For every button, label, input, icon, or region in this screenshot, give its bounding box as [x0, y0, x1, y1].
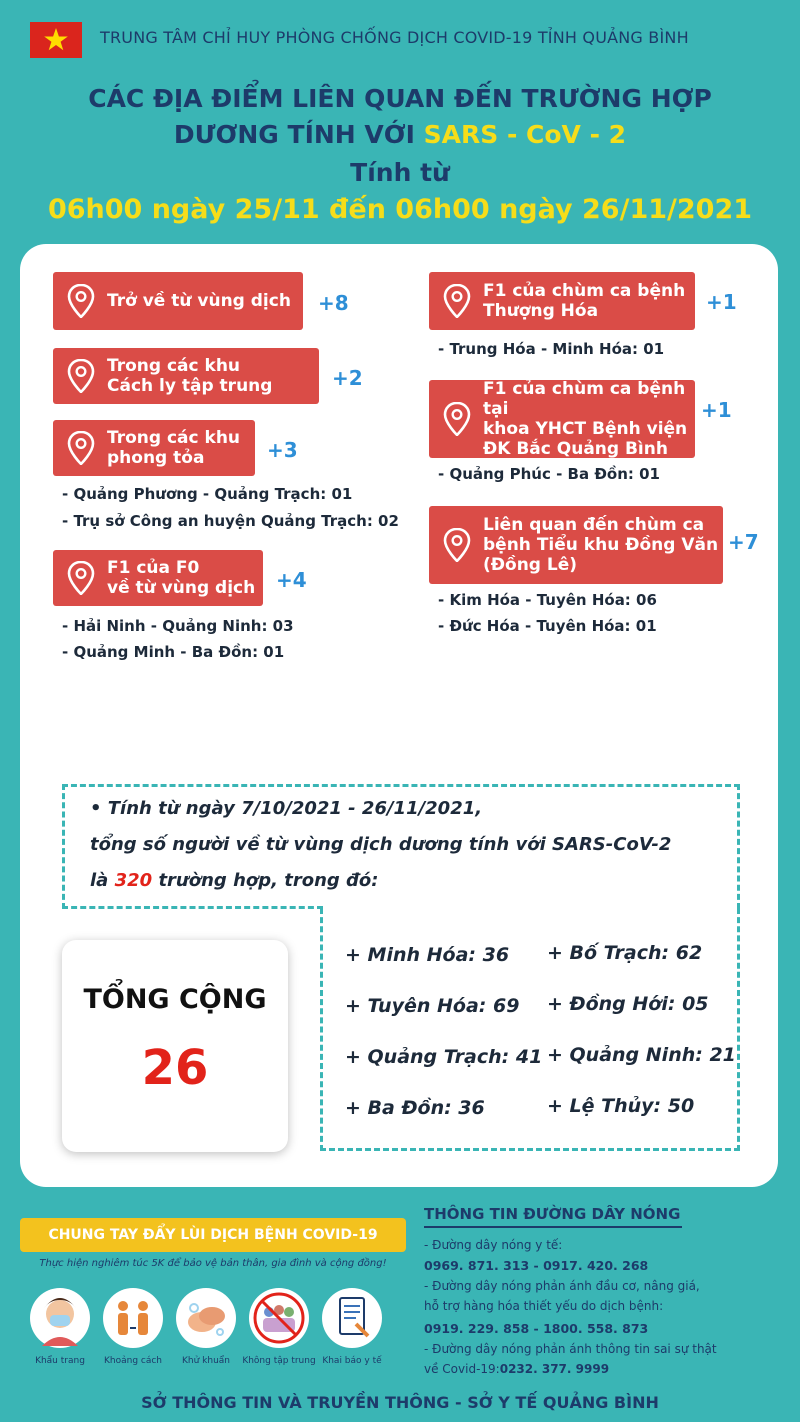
- health-hotline-numbers: 0969. 871. 313 - 0917. 420. 268: [424, 1258, 649, 1273]
- category-f1-of-f0: [53, 550, 263, 606]
- hotline-line: - Đường dây nóng y tế:: [424, 1238, 563, 1252]
- no-gathering-label: Không tập trung: [242, 1356, 316, 1366]
- location-pin-icon: [443, 528, 471, 562]
- distancing-label: Khoảng cách: [103, 1356, 163, 1366]
- district-stat: + Lệ Thủy: 50: [547, 1095, 695, 1117]
- location-pin-icon: [443, 402, 471, 436]
- category-lockdown: [53, 420, 255, 476]
- summary-frame-divider: [62, 906, 323, 912]
- location-item: - Hải Ninh - Quảng Ninh: 03: [62, 617, 294, 635]
- category-label: Trong các khu Cách ly tập trung: [107, 356, 273, 396]
- category-count: +3: [267, 438, 298, 462]
- location-item: - Trụ sở Công an huyện Quảng Trạch: 02: [62, 512, 399, 530]
- category-label: Trong các khu phong tỏa: [107, 428, 241, 468]
- health-declaration-label: Khai báo y tế: [322, 1356, 382, 1366]
- location-pin-icon: [67, 431, 95, 465]
- district-stat: + Bố Trạch: 62: [547, 942, 703, 964]
- district-stat: + Ba Đồn: 36: [345, 1097, 485, 1119]
- category-label: F1 của chùm ca bệnh tại khoa YHCT Bệnh viện ĐK Bắc Quảng Bình: [483, 379, 688, 459]
- location-pin-icon: [67, 284, 95, 318]
- campaign-slogan: Thực hiện nghiêm túc 5K để bảo vệ bản thân, gia đình và cộng đồng!: [39, 1258, 387, 1269]
- category-thuong-hoa: [429, 272, 695, 330]
- since-label: Tính từ: [350, 158, 450, 187]
- category-yhct-hospital: [429, 380, 695, 458]
- total-positive-number: 320: [114, 870, 153, 891]
- category-label: F1 của F0 về từ vùng dịch: [107, 558, 256, 598]
- category-count: +4: [276, 568, 307, 592]
- summary-line-2: tổng số người về từ vùng dịch dương tính với SARS-CoV-2: [90, 834, 672, 855]
- category-label: F1 của chùm ca bệnh Thượng Hóa: [483, 281, 686, 321]
- hotline-line: về Covid-19:0232. 377. 9999: [424, 1362, 610, 1376]
- hotline-line: hỗ trợ hàng hóa thiết yếu do dịch bệnh:: [424, 1299, 664, 1313]
- location-item: - Trung Hóa - Minh Hóa: 01: [438, 340, 665, 358]
- mask-icon: [30, 1288, 90, 1348]
- hotline-line: - Đường dây nóng phản ánh đầu cơ, nâng giá,: [424, 1279, 700, 1293]
- location-item: - Kim Hóa - Tuyên Hóa: 06: [438, 591, 657, 609]
- no-gathering-icon: [249, 1288, 309, 1348]
- hotline-title: THÔNG TIN ĐƯỜNG DÂY NÓNG: [424, 1205, 681, 1223]
- total-value: 26: [141, 1040, 209, 1096]
- category-dong-van: [429, 506, 723, 584]
- district-stat: + Quảng Trạch: 41: [345, 1046, 543, 1068]
- location-item: - Quảng Minh - Ba Đồn: 01: [62, 643, 285, 661]
- category-label: Liên quan đến chùm ca bệnh Tiểu khu Đồng Văn (Đồng Lê): [483, 515, 719, 575]
- district-stat: + Đồng Hới: 05: [547, 993, 709, 1015]
- category-count: +1: [701, 398, 732, 422]
- virus-name: SARS - CoV - 2: [423, 120, 627, 149]
- location-item: - Đức Hóa - Tuyên Hóa: 01: [438, 617, 657, 635]
- location-pin-icon: [443, 284, 471, 318]
- campaign-banner: CHUNG TAY ĐẨY LÙI DỊCH BỆNH COVID-19: [20, 1218, 406, 1252]
- category-quarantine: [53, 348, 319, 404]
- organization-name: TRUNG TÂM CHỈ HUY PHÒNG CHỐNG DỊCH COVID-19 TỈNH QUẢNG BÌNH: [100, 28, 689, 47]
- summary-line-3: là 320 trường hợp, trong đó:: [90, 870, 379, 891]
- category-returnees: [53, 272, 303, 330]
- mask-label: Khẩu trang: [35, 1356, 85, 1366]
- title-line-2: DƯƠNG TÍNH VỚI SARS - CoV - 2: [173, 120, 627, 149]
- location-item: - Quảng Phúc - Ba Đồn: 01: [438, 465, 660, 483]
- location-item: - Quảng Phương - Quảng Trạch: 01: [62, 485, 353, 503]
- category-count: +2: [332, 366, 363, 390]
- hotline-line: - Đường dây nóng phản ánh thông tin sai sự thật: [424, 1342, 717, 1356]
- vietnam-flag-icon: [30, 22, 82, 58]
- fake-news-hotline-number: 0232. 377. 9999: [499, 1362, 610, 1376]
- price-hotline-numbers: 0919. 229. 858 - 1800. 558. 873: [424, 1321, 649, 1336]
- hand-wash-label: Khử khuẩn: [181, 1356, 230, 1366]
- district-stat: + Quảng Ninh: 21: [547, 1044, 736, 1066]
- hotline-title-underline: [424, 1226, 682, 1228]
- footer: SỞ THÔNG TIN VÀ TRUYỀN THÔNG - SỞ Y TẾ QUẢNG BÌNH: [141, 1393, 659, 1412]
- category-count: +7: [728, 530, 759, 554]
- total-label: TỔNG CỘNG: [83, 984, 267, 1015]
- district-stat: + Tuyên Hóa: 69: [345, 995, 520, 1017]
- location-pin-icon: [67, 561, 95, 595]
- category-count: +8: [318, 291, 349, 315]
- title-line-1: CÁC ĐỊA ĐIỂM LIÊN QUAN ĐẾN TRƯỜNG HỢP: [88, 84, 712, 113]
- location-pin-icon: [67, 359, 95, 393]
- category-count: +1: [706, 290, 737, 314]
- distancing-icon: [103, 1288, 163, 1348]
- period: 06h00 ngày 25/11 đến 06h00 ngày 26/11/2021: [47, 194, 753, 225]
- total-box: [62, 940, 288, 1152]
- category-label: Trở về từ vùng dịch: [107, 291, 291, 311]
- hand-wash-icon: [176, 1288, 236, 1348]
- summary-line-1: • Tính từ ngày 7/10/2021 - 26/11/2021,: [90, 798, 483, 819]
- district-stat: + Minh Hóa: 36: [345, 944, 510, 966]
- health-declaration-icon: [322, 1288, 382, 1348]
